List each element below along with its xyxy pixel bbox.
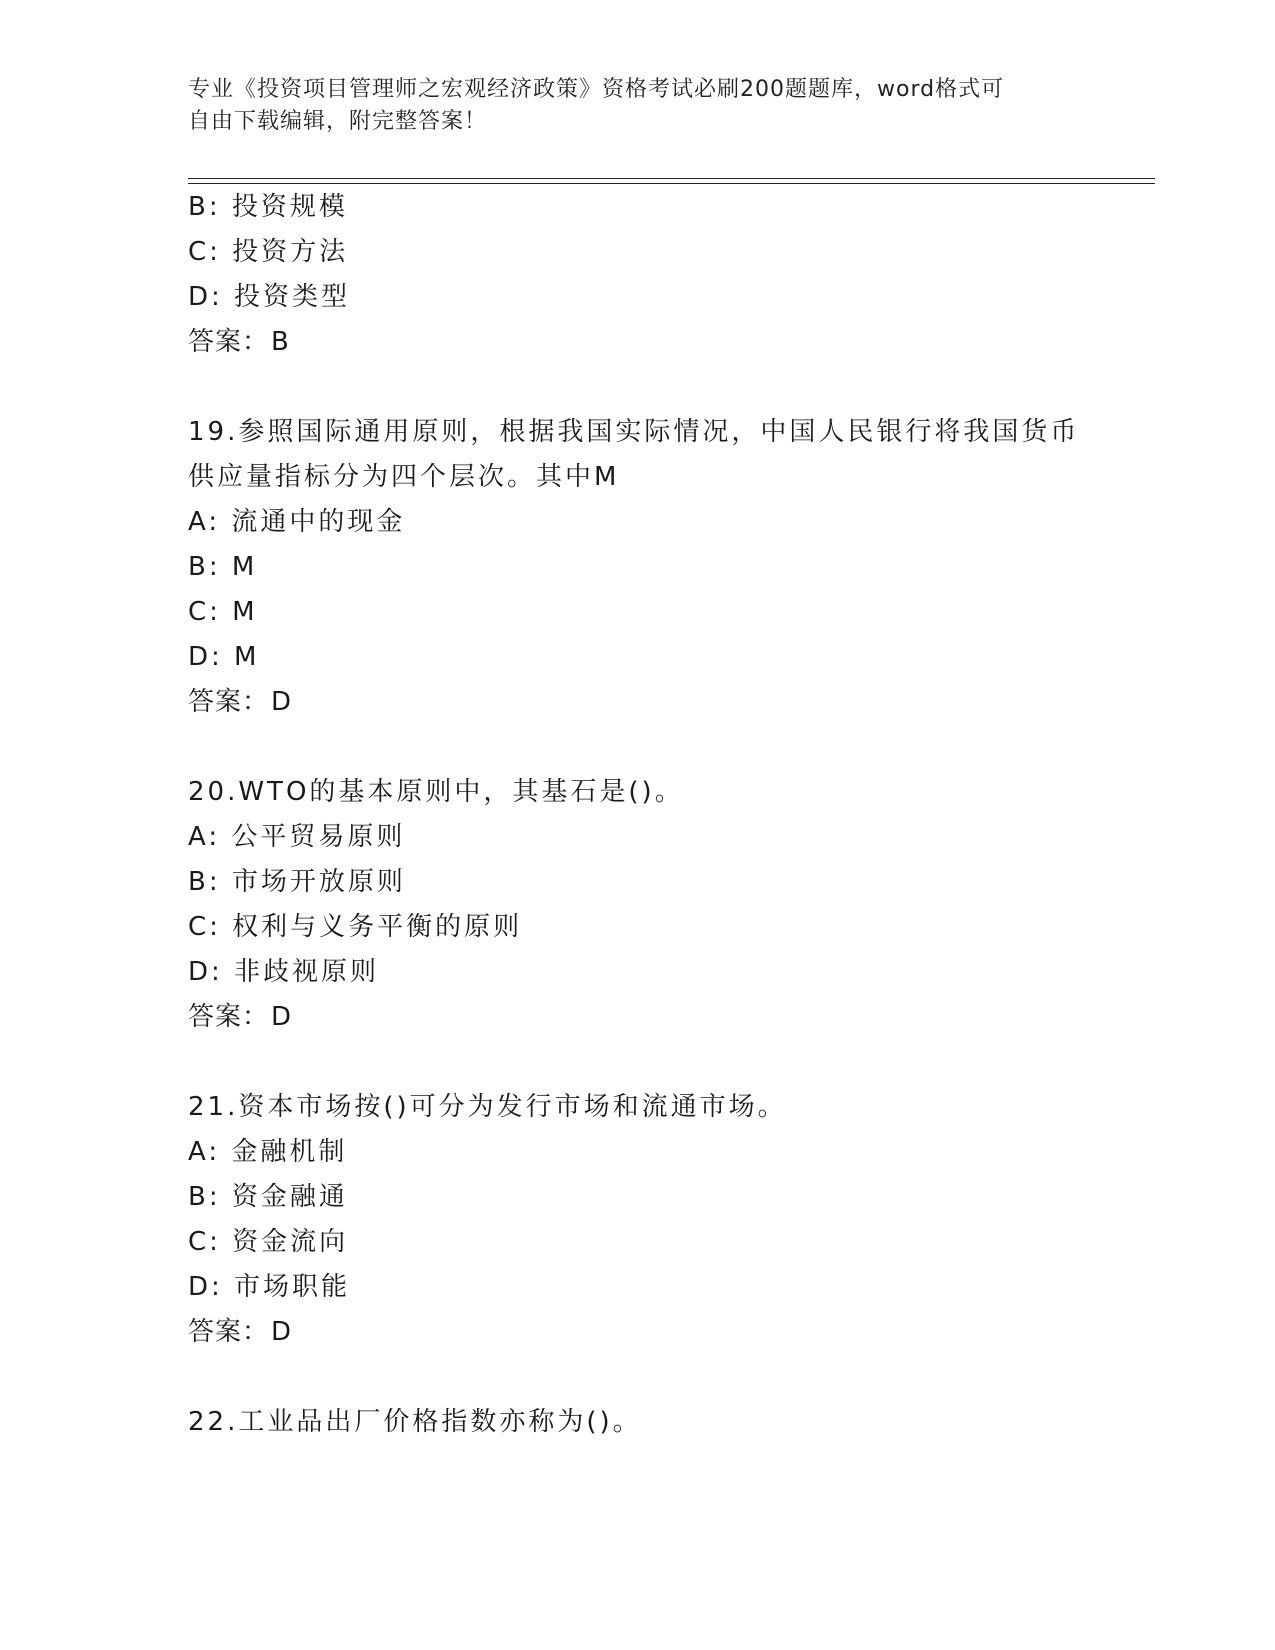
header-divider-top [188, 178, 1155, 179]
header-line-2: 自由下载编辑，附完整答案！ [188, 109, 488, 134]
q18-answer [188, 325, 290, 359]
document-header [188, 74, 1068, 138]
answer-label: 答案： [188, 327, 270, 357]
q19-option-c: C: M [188, 597, 258, 627]
q20-option-c: C: 权利与义务平衡的原则 [188, 912, 523, 942]
answer-value: D [271, 1002, 293, 1032]
q19-answer [188, 685, 292, 719]
q21-answer [188, 1315, 292, 1349]
q18-option-b: B: 投资规模 [188, 192, 348, 222]
q20-option-d: D: 非歧视原则 [188, 957, 380, 987]
q18-option-d: D: 投资类型 [188, 282, 351, 312]
q20-answer [188, 1000, 292, 1034]
answer-label: 答案： [188, 687, 270, 717]
q21-option-a: A: 金融机制 [188, 1137, 348, 1167]
q22-stem: 22.工业品出厂价格指数亦称为()。 [188, 1407, 642, 1437]
answer-value: D [271, 687, 293, 717]
q21-option-c: C: 资金流向 [188, 1227, 349, 1257]
q20-option-b: B: 市场开放原则 [188, 867, 406, 897]
q19-stem-line-2: 供应量指标分为四个层次。其中M [188, 462, 620, 492]
answer-value: B [271, 327, 290, 357]
header-line-1: 专业《投资项目管理师之宏观经济政策》资格考试必刷200题题库，word格式可 [188, 77, 1005, 102]
q21-stem: 21.资本市场按()可分为发行市场和流通市场。 [188, 1092, 787, 1122]
q19-stem-line-1: 19.参照国际通用原则，根据我国实际情况，中国人民银行将我国货币 [188, 417, 1080, 447]
q21-option-b: B: 资金融通 [188, 1182, 348, 1212]
q19-option-b: B: M [188, 552, 258, 582]
q19-option-d: D: M [188, 642, 260, 672]
q20-option-a: A: 公平贸易原则 [188, 822, 406, 852]
q20-stem: 20.WTO的基本原则中，其基石是()。 [188, 777, 684, 807]
answer-value: D [271, 1317, 293, 1347]
q18-option-c: C: 投资方法 [188, 237, 349, 267]
answer-label: 答案： [188, 1317, 270, 1347]
header-divider-bottom [188, 183, 1155, 184]
answer-label: 答案： [188, 1002, 270, 1032]
q21-option-d: D: 市场职能 [188, 1272, 351, 1302]
q19-option-a: A: 流通中的现金 [188, 507, 406, 537]
